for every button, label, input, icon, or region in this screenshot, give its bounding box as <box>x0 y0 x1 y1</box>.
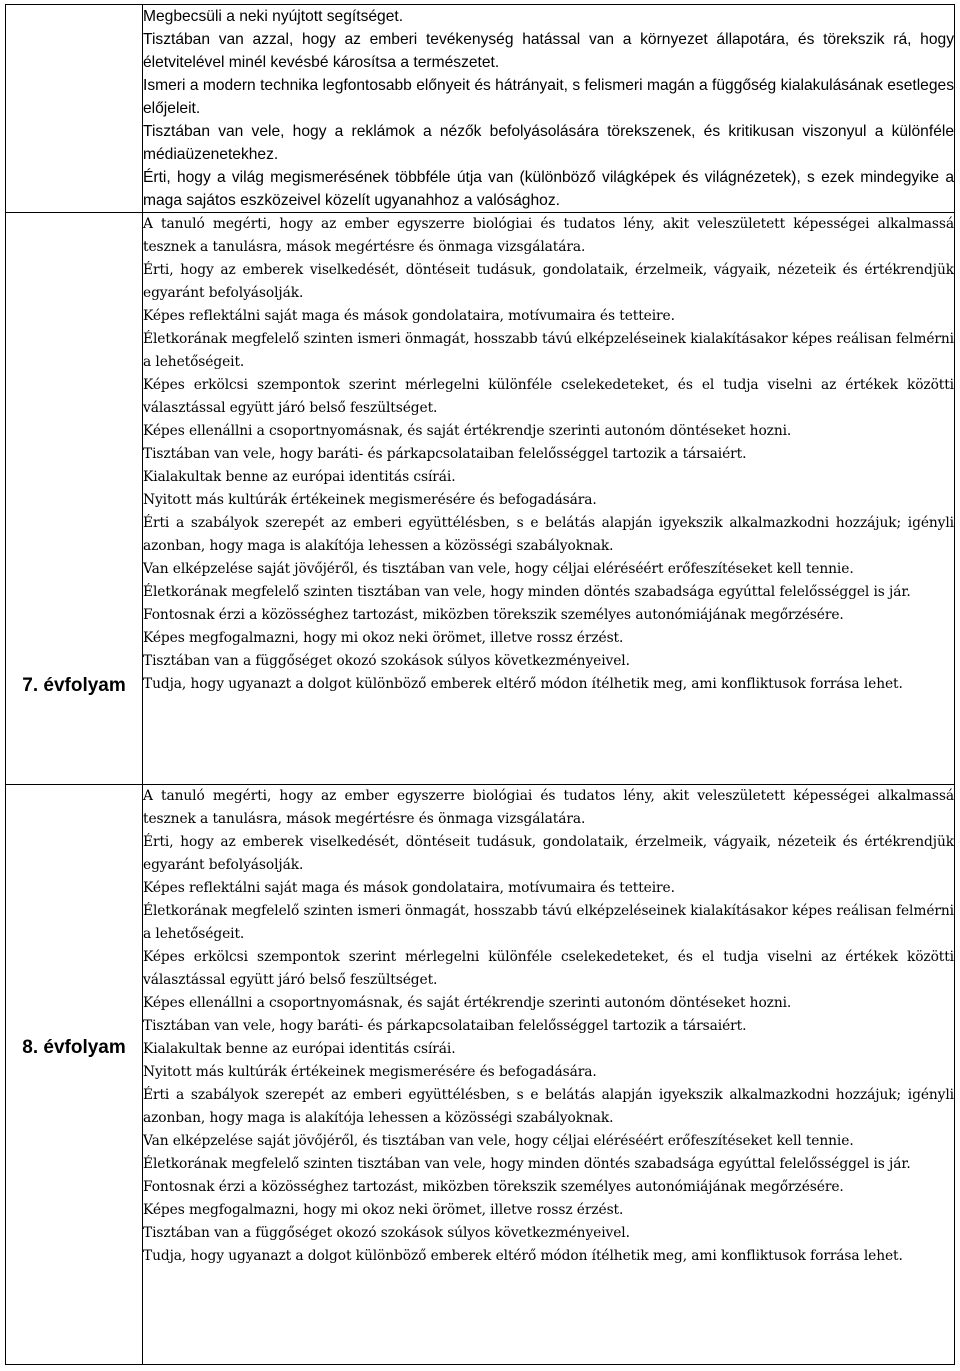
objective-item: Tisztában van vele, hogy a reklámok a nézők befolyásolására törekszenek, és kritikusan viszonyul a különféle médiaüzenetekhez. <box>143 123 954 163</box>
objective-item: Megbecsüli a neki nyújtott segítséget. <box>143 8 404 25</box>
objective-item: Kialakultak benne az európai identitás csírái. <box>143 1041 456 1057</box>
grade-cell <box>6 785 143 1365</box>
objective-item: Érti, hogy a világ megismerésének többféle útja van (különböző világképek és világnézetek), s ezek mindegyike a maga sajátos eszközeivel közelít ugyanahhoz a valósághoz. <box>143 169 954 209</box>
objective-item: Tisztában van vele, hogy baráti- és párkapcsolataiban felelősséggel tartozik a társaiért. <box>143 446 747 462</box>
objective-item: Érti a szabályok szerepét az emberi együttélésben, s e belátás alapján igyekszik alkalmazkodni hozzájuk; igényli azonban, hogy maga is alakítója lehessen a közösségi szabályoknak. <box>143 515 954 554</box>
objectives-cell <box>143 213 955 785</box>
competency-table-body <box>6 5 955 1365</box>
table-row <box>6 785 955 1365</box>
objective-item: Képes erkölcsi szempontok szerint mérlegelni különféle cselekedeteket, és el tudja viselni az értékek közötti választással együtt járó belső feszültséget. <box>143 377 954 416</box>
objective-item: Fontosnak érzi a közösséghez tartozást, miközben törekszik személyes autonómiájának megőrzésére. <box>143 607 844 623</box>
objective-item: Tisztában van a függőséget okozó szokások súlyos következményeivel. <box>143 653 630 669</box>
grade-label: 8. évfolyam <box>22 1037 126 1058</box>
objectives-list <box>143 5 954 212</box>
competency-table <box>5 4 955 1365</box>
objective-item: Van elképzelése saját jövőjéről, és tisztában van vele, hogy céljai eléréséért erőfeszítéseket kell tennie. <box>143 1133 854 1149</box>
objective-item: Képes reflektálni saját maga és mások gondolataira, motívumaira és tetteire. <box>143 880 675 896</box>
objective-item: Érti a szabályok szerepét az emberi együttélésben, s e belátás alapján igyekszik alkalmazkodni hozzájuk; igényli azonban, hogy maga is alakítója lehessen a közösségi szabályoknak. <box>143 1087 954 1126</box>
objective-item: Nyitott más kultúrák értékeinek megismerésére és befogadására. <box>143 492 597 508</box>
objective-item: Fontosnak érzi a közösséghez tartozást, miközben törekszik személyes autonómiájának megőrzésére. <box>143 1179 844 1195</box>
objective-item: A tanuló megérti, hogy az ember egyszerre biológiai és tudatos lény, akit veleszületett képességei alkalmassá tesznek a tanulásra, mások megértésre és önmaga vizsgálatára. <box>143 216 954 255</box>
objective-item: Kialakultak benne az európai identitás csírái. <box>143 469 456 485</box>
objective-item: Tudja, hogy ugyanazt a dolgot különböző emberek eltérő módon ítélhetik meg, ami konfliktusok forrása lehet. <box>143 1248 903 1264</box>
objective-item: Érti, hogy az emberek viselkedését, döntéseit tudásuk, gondolataik, érzelmeik, vágyaik, nézeteik és értékrendjük egyaránt befolyásolják. <box>143 262 954 301</box>
objective-item: Képes reflektálni saját maga és mások gondolataira, motívumaira és tetteire. <box>143 308 675 324</box>
objective-item: Képes ellenállni a csoportnyomásnak, és saját értékrendje szerinti autonóm döntéseket hozni. <box>143 423 792 439</box>
objective-item: Tisztában van azzal, hogy az emberi tevékenység hatással van a környezet állapotára, és törekszik rá, hogy életvitelével minél kevésbé károsítsa a természetet. <box>143 31 954 71</box>
objective-item: Életkorának megfelelő szinten tisztában van vele, hogy minden döntés szabadsága egyúttal felelősséggel is jár. <box>143 1156 911 1172</box>
objective-item: Érti, hogy az emberek viselkedését, döntéseit tudásuk, gondolataik, érzelmeik, vágyaik, nézeteik és értékrendjük egyaránt befolyásolják. <box>143 834 954 873</box>
objective-item: Tisztában van vele, hogy baráti- és párkapcsolataiban felelősséggel tartozik a társaiért. <box>143 1018 747 1034</box>
table-row <box>6 5 955 213</box>
objective-item: Tudja, hogy ugyanazt a dolgot különböző emberek eltérő módon ítélhetik meg, ami konfliktusok forrása lehet. <box>143 676 903 692</box>
objective-item: Ismeri a modern technika legfontosabb előnyeit és hátrányait, s felismeri magán a függőség kialakulásának esetleges előjeleit. <box>143 77 954 117</box>
objective-item: Tisztában van a függőséget okozó szokások súlyos következményeivel. <box>143 1225 630 1241</box>
objective-item: Életkorának megfelelő szinten ismeri önmagát, hosszabb távú elképzeléseinek kialakításakor képes reálisan felmérni a lehetőségeit. <box>143 331 954 370</box>
objectives-cell <box>143 5 955 213</box>
objective-item: Nyitott más kultúrák értékeinek megismerésére és befogadására. <box>143 1064 597 1080</box>
table-row <box>6 213 955 785</box>
grade-cell <box>6 213 143 785</box>
grade-cell <box>6 5 143 213</box>
grade-label: 7. évfolyam <box>22 675 126 696</box>
objective-item: A tanuló megérti, hogy az ember egyszerre biológiai és tudatos lény, akit veleszületett képességei alkalmassá tesznek a tanulásra, mások megértésre és önmaga vizsgálatára. <box>143 788 954 827</box>
objective-item: Életkorának megfelelő szinten tisztában van vele, hogy minden döntés szabadsága egyúttal felelősséggel is jár. <box>143 584 911 600</box>
objective-item: Életkorának megfelelő szinten ismeri önmagát, hosszabb távú elképzeléseinek kialakításakor képes reálisan felmérni a lehetőségeit. <box>143 903 954 942</box>
objectives-cell <box>143 785 955 1365</box>
objectives-list <box>143 213 954 696</box>
objective-item: Van elképzelése saját jövőjéről, és tisztában van vele, hogy céljai eléréséért erőfeszítéseket kell tennie. <box>143 561 854 577</box>
objective-item: Képes erkölcsi szempontok szerint mérlegelni különféle cselekedeteket, és el tudja viselni az értékek közötti választással együtt járó belső feszültséget. <box>143 949 954 988</box>
objective-item: Képes megfogalmazni, hogy mi okoz neki örömet, illetve rossz érzést. <box>143 630 624 646</box>
objectives-list <box>143 785 954 1268</box>
objective-item: Képes megfogalmazni, hogy mi okoz neki örömet, illetve rossz érzést. <box>143 1202 624 1218</box>
objective-item: Képes ellenállni a csoportnyomásnak, és saját értékrendje szerinti autonóm döntéseket hozni. <box>143 995 792 1011</box>
